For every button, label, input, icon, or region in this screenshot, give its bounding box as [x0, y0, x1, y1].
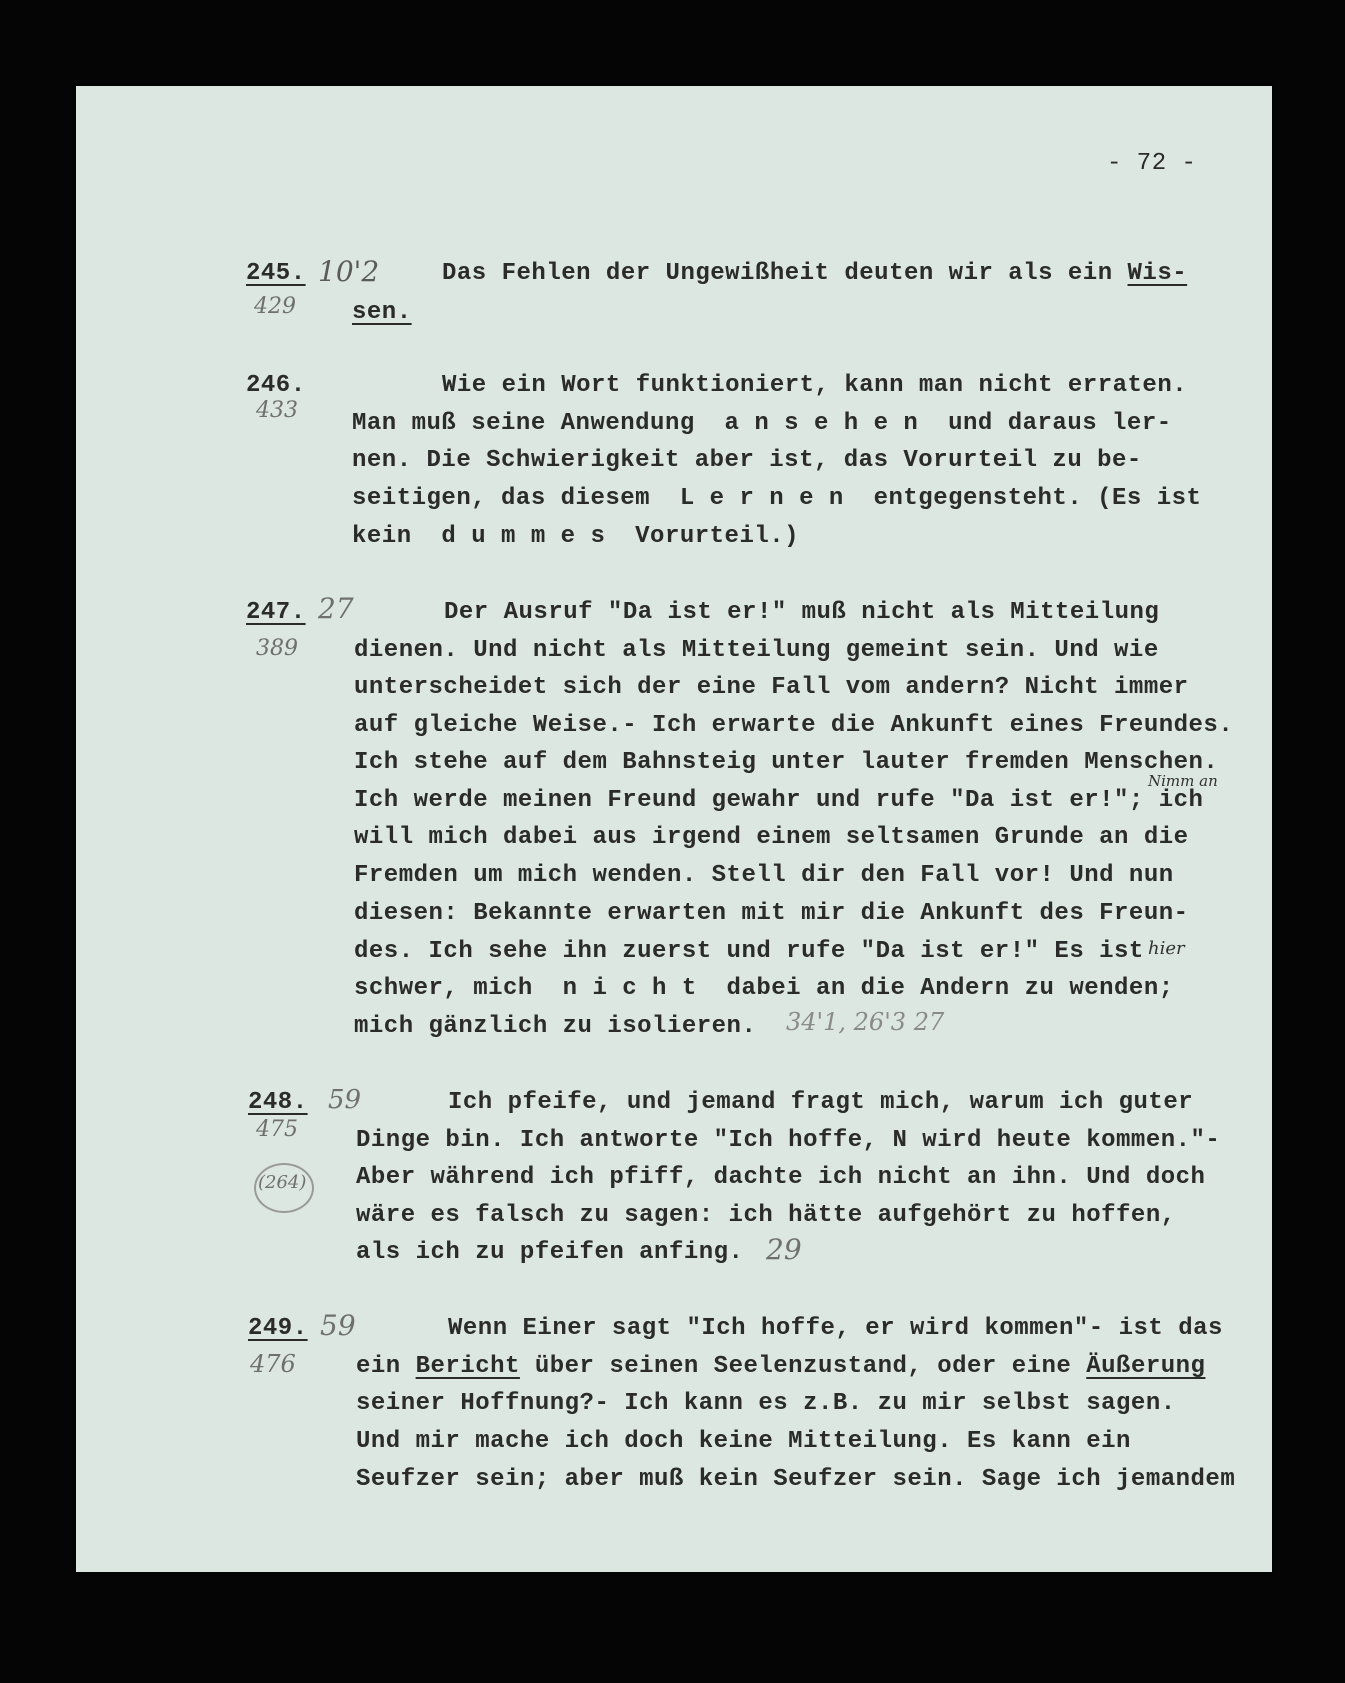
insert-note: Nimm an — [1148, 772, 1218, 790]
text-line: auf gleiche Weise.- Ich erwarte die Ankunft eines Freundes. — [354, 712, 1234, 739]
text-line: diesen: Bekannte erwarten mit mir die Ankunft des Freun- — [354, 900, 1189, 927]
text-line: mich gänzlich zu isolieren. — [354, 1013, 757, 1040]
reference-number: 475 — [256, 1117, 298, 1142]
text-line: Der Ausruf "Da ist er!" muß nicht als Mitteilung — [444, 599, 1160, 626]
reference-number: 429 — [254, 294, 296, 319]
text-line: ein Bericht über seinen Seelenzustand, oder eine Äußerung — [356, 1353, 1206, 1380]
section-number-245: 245. — [246, 260, 306, 287]
section-number-248: 248. — [248, 1089, 308, 1116]
circled-number: (264) — [258, 1172, 307, 1193]
page-number: - 72 - — [1107, 150, 1197, 177]
end-note: 34'1, 26'3 27 — [786, 1008, 945, 1036]
margin-note: 59 — [328, 1085, 362, 1115]
text-line: Aber während ich pfiff, dachte ich nicht an ihn. Und doch — [356, 1164, 1206, 1191]
insert-note: hier — [1148, 938, 1185, 959]
text-line: seitigen, das diesem L e r n e n entgegensteht. (Es ist — [352, 485, 1202, 512]
text-line: Und mir mache ich doch keine Mitteilung. Es kann ein — [356, 1428, 1131, 1455]
text-line: als ich zu pfeifen anfing. — [356, 1239, 744, 1266]
text-line: Wenn Einer sagt "Ich hoffe, er wird kommen"- ist das — [448, 1315, 1223, 1342]
text-line: des. Ich sehe ihn zuerst und rufe "Da ist er!" Es ist — [354, 938, 1144, 965]
text-line: seiner Hoffnung?- Ich kann es z.B. zu mir selbst sagen. — [356, 1390, 1176, 1417]
section-number-246: 246. — [246, 372, 306, 399]
reference-number: 389 — [256, 636, 298, 661]
text-line: nen. Die Schwierigkeit aber ist, das Vorurteil zu be- — [352, 447, 1142, 474]
reference-number: 476 — [250, 1350, 296, 1378]
margin-note: 59 — [320, 1309, 356, 1342]
text-line: sen. — [352, 299, 412, 326]
margin-note: 27 — [318, 592, 354, 625]
text-line: Ich stehe auf dem Bahnsteig unter lauter fremden Menschen. — [354, 749, 1219, 776]
text-line: unterscheidet sich der eine Fall vom andern? Nicht immer — [354, 674, 1189, 701]
text-line: will mich dabei aus irgend einem seltsamen Grunde an die — [354, 824, 1189, 851]
section-number-249: 249. — [248, 1315, 308, 1342]
text-line: kein d u m m e s Vorurteil.) — [352, 523, 800, 550]
text-line: Ich pfeife, und jemand fragt mich, warum ich guter — [448, 1089, 1194, 1116]
text-line: wäre es falsch zu sagen: ich hätte aufgehört zu hoffen, — [356, 1202, 1176, 1229]
text-line: Ich werde meinen Freund gewahr und rufe "Da ist er!"; ich — [354, 787, 1204, 814]
text-line: Fremden um mich wenden. Stell dir den Fall vor! Und nun — [354, 862, 1174, 889]
text-line: dienen. Und nicht als Mitteilung gemeint sein. Und wie — [354, 637, 1159, 664]
text-line: schwer, mich n i c h t dabei an die Andern zu wenden; — [354, 975, 1174, 1002]
text-line: Wie ein Wort funktioniert, kann man nicht erraten. — [442, 372, 1188, 399]
text-line: Das Fehlen der Ungewißheit deuten wir als ein Wis- — [442, 260, 1188, 287]
text-line: Dinge bin. Ich antworte "Ich hoffe, N wird heute kommen."- — [356, 1127, 1221, 1154]
end-note: 29 — [766, 1233, 802, 1266]
text-line: Man muß seine Anwendung a n s e h e n und daraus ler- — [352, 410, 1172, 437]
text-line: Seufzer sein; aber muß kein Seufzer sein. Sage ich jemandem — [356, 1466, 1236, 1493]
reference-number: 433 — [256, 398, 298, 423]
section-number-247: 247. — [246, 599, 306, 626]
margin-note: 10'2 — [318, 255, 380, 288]
